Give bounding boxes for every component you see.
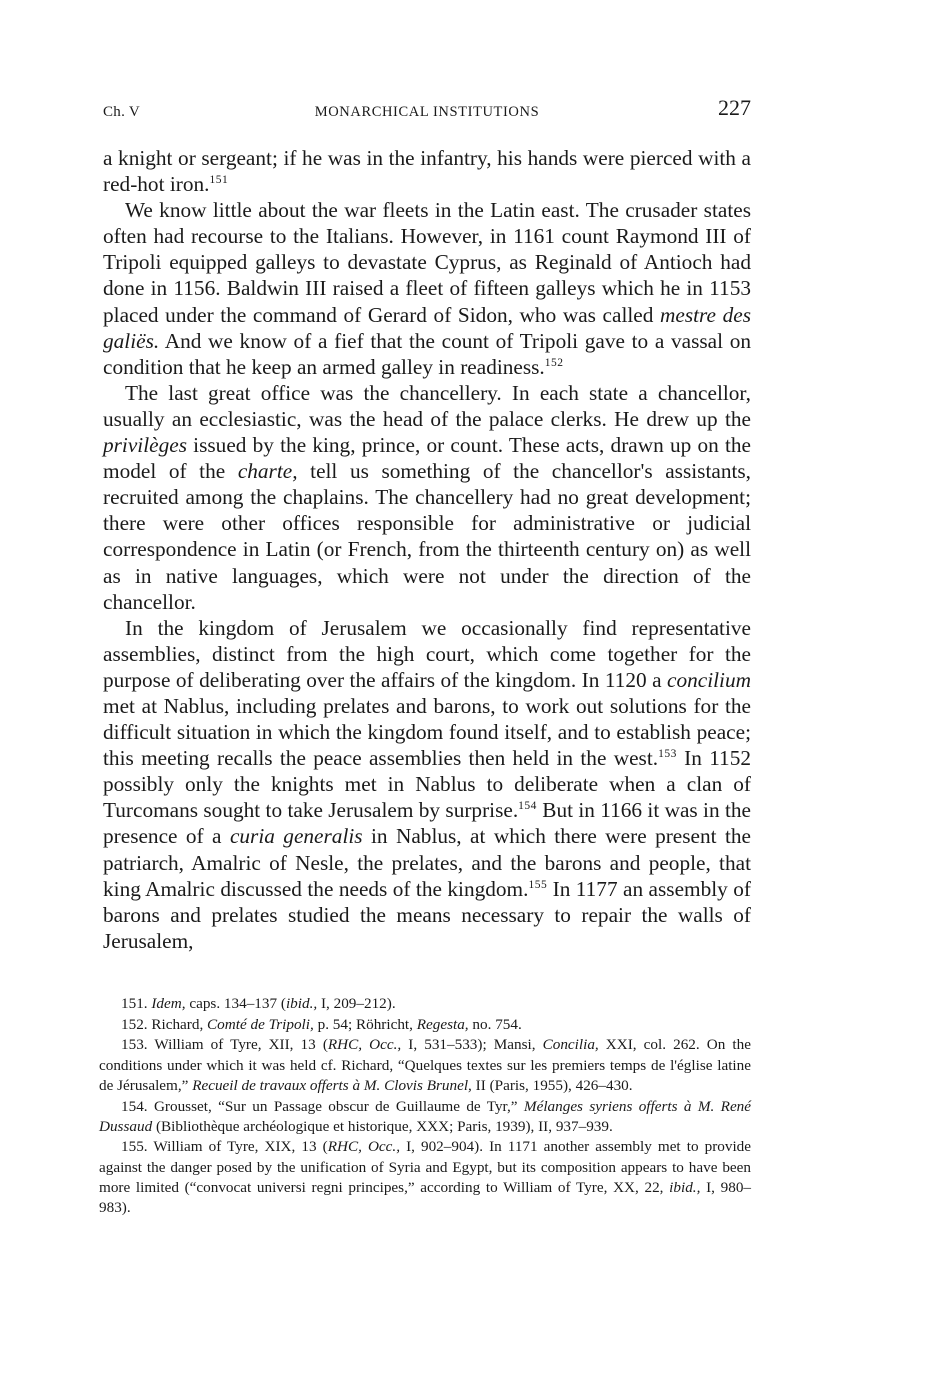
footnote-152: 152. Richard, Comté de Tripoli, p. 54; Röhricht, Regesta, no. 754. [121, 1015, 522, 1033]
paragraph-1: a knight or sergeant; if he was in the infantry, his hands were pierced with a red-hot iron.$^{151}$ [103, 146, 751, 197]
paragraph-4: In the kingdom of Jerusalem we occasionally find representative assemblies, distinct from the high court, which come together for the purpose of deliberating over the affairs of the kingdom. In 1120 a concilium met at Nablus, including prelates and barons, to work out solutions for the difficult situation in which the kingdom found itself, and to establish peace; this meeting recalls the peace assemblies then held in the west.$^{153}$ In 1152 possibly only the knights met in Nablus to deliberate when a clan of Turcomans sought to take Jerusalem by surprise.$^{154}$ But in 1166 it was in the presence of a curia generalis in Nablus, at which there were present the patriarch, Amalric of Nesle, the prelates, and the barons and people, that king Amalric discussed the needs of the kingdom.$^{155}$ In 1177 an assembly of barons and prelates studied the means necessary to repair the walls of Jerusalem, [103, 615, 751, 953]
paragraph-3: The last great office was the chancellery. In each state a chancellor, usually an ecclesiastic, was the head of the palace clerks. He drew up the privilèges issued by the king, prince, or count. These acts, drawn up on the model of the charte, tell us something of the chancellor's assistants, recruited among the chaplains. The chancellery had no great development; there were other offices responsible for administrative or judicial correspondence in Latin (or French, from the thirteenth century on) as well as in native languages, which were not under the direction of the chancellor. [103, 380, 751, 614]
footnote-ref-152: 152 [544, 356, 564, 369]
page-number: 227 [718, 95, 751, 120]
footnote-153: 153. William of Tyre, XII, 13 (RHC, Occ., I, 531–533); Mansi, Concilia, XXI, col. 262. On the conditions under which it was held cf. Richard, “Quelques textes sur les premiers temps de l'église latine de Jérusalem,” Recueil de travaux offerts à M. Clovis Brunel, II (Paris, 1955), 426–430. [99, 1036, 751, 1094]
footnotes [99, 994, 751, 1219]
running-head [103, 94, 751, 126]
footnote-151: 151. Idem, caps. 134–137 (ibid., I, 209–212). [121, 995, 396, 1012]
running-title: MONARCHICAL INSTITUTIONS [314, 104, 540, 120]
footnote-ref-154: 154 [518, 800, 537, 813]
footnote-154: 154. Grousset, “Sur un Passage obscur de Guillaume de Tyr,” Mélanges syriens offerts à M. René Dussaud (Bibliothèque archéologique et historique, XXX; Paris, 1939), II, 937–939. [99, 1097, 752, 1135]
footnote-155: 155. William of Tyre, XIX, 13 (RHC, Occ., I, 902–904). In 1171 another assembly met to provide against the danger posed by the unification of Syria and Egypt, but its composition appears to have been more limited (“convocat universi regni principes,” according to William of Tyre, XX, 22, ibid., I, 980–983). [99, 1138, 752, 1217]
footnote-ref-155: 155 [528, 878, 548, 891]
chapter-label: Ch. V [103, 104, 141, 120]
body-text [103, 145, 751, 954]
footnote-ref-153: 153 [658, 748, 677, 761]
footnote-ref-151: 151 [209, 174, 229, 187]
paragraph-2: We know little about the war fleets in the Latin east. The crusader states often had recourse to the Italians. However, in 1161 count Raymond III of Tripoli equipped galleys to devastate Cyprus, as Reginald of Antioch had done in 1156. Baldwin III raised a fleet of fifteen galleys which he in 1153 placed under the command of Gerard of Sidon, who was called mestre des galiës. And we know of a fief that the count of Tripoli gave to a vassal on condition that he keep an armed galley in readiness.$^{152}$ [103, 198, 751, 379]
